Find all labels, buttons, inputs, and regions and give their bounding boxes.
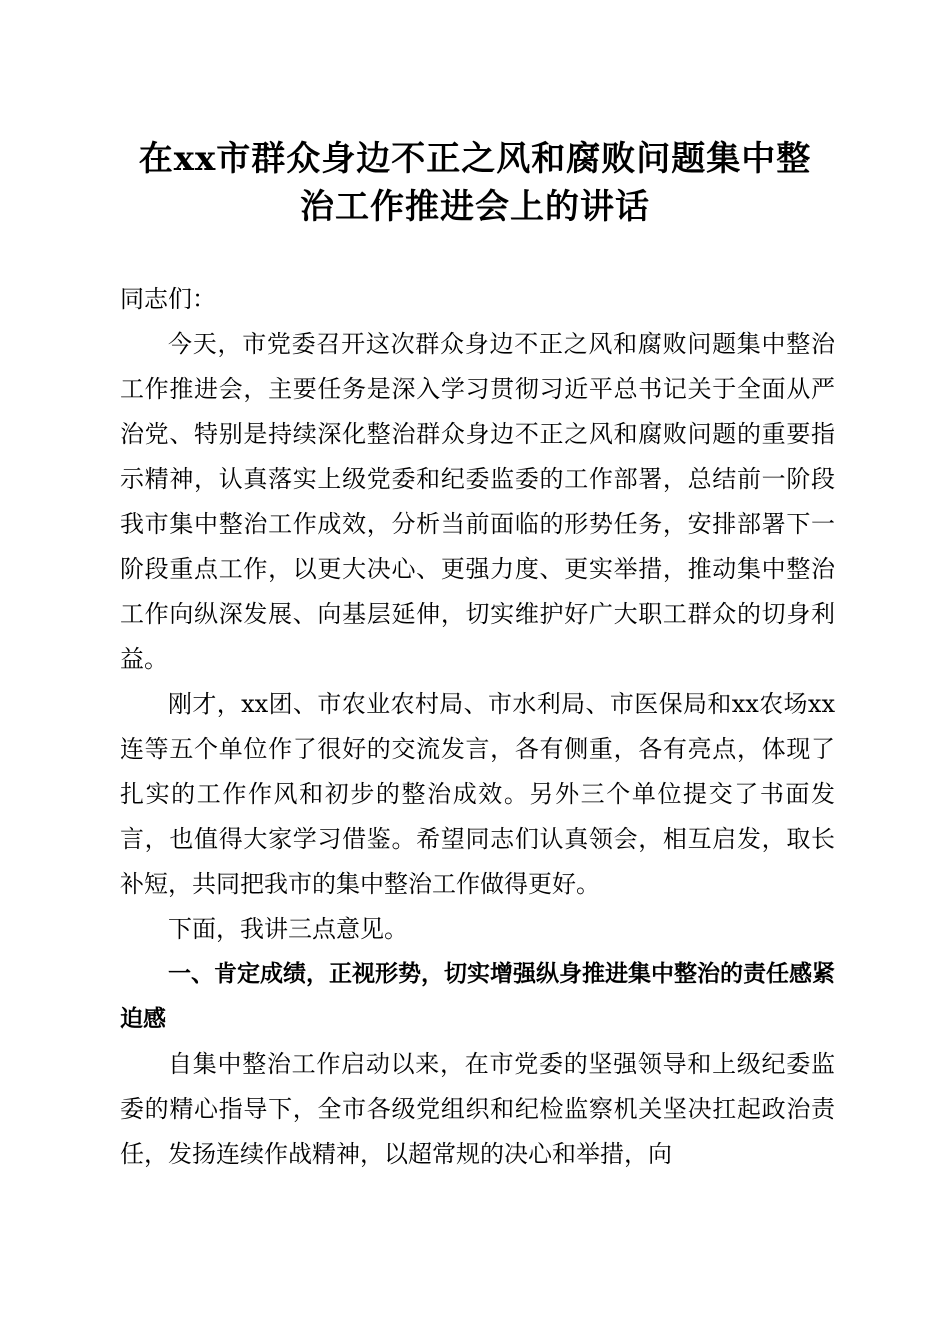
paragraph-opening: 今天，市党委召开这次群众身边不正之风和腐败问题集中整治工作推进会，主要任务是深入学习贯彻习近平总书记关于全面从严治党、特别是持续深化整治群众身边不正之风和腐败问题的重要指示精神，认真落实上级党委和纪委监委的工作部署，总结前一阶段我市集中整治工作成效，分析当前面临的形势任务，安排部署下一阶段重点工作，以更大决心、更强力度、更实举措，推动集中整治工作向纵深发展、向基层延伸，切实维护好广大职工群众的切身利益。 [120,330,835,673]
title-line-2: 治工作推进会上的讲话 [300,187,650,227]
title-line-1: 在xx市群众身边不正之风和腐败问题集中整 [138,139,812,179]
document-title [80,135,870,231]
paragraph-three-points: 下面，我讲三点意见。 [168,915,408,943]
salutation: 同志们： [120,285,216,313]
paragraph-exchange-speeches: 刚才，xx团、市农业农村局、市水利局、市医保局和xx农场xx连等五个单位作了很好的交流发言，各有侧重，各有亮点，体现了扎实的工作作风和初步的整治成效。另外三个单位提交了书面发言，也值得大家学习借鉴。希望同志们认真领会，相互启发，取长补短，共同把我市的集中整治工作做得更好。 [120,690,835,898]
section-heading-1: 一、肯定成绩，正视形势，切实增强纵身推进集中整治的责任感紧迫感 [120,961,835,1032]
paragraph-section-1: 自集中整治工作启动以来，在市党委的坚强领导和上级纪委监委的精心指导下，全市各级党组织和纪检监察机关坚决扛起政治责任，发扬连续作战精神，以超常规的决心和举措，向 [120,1050,835,1168]
document-body [120,277,835,1177]
